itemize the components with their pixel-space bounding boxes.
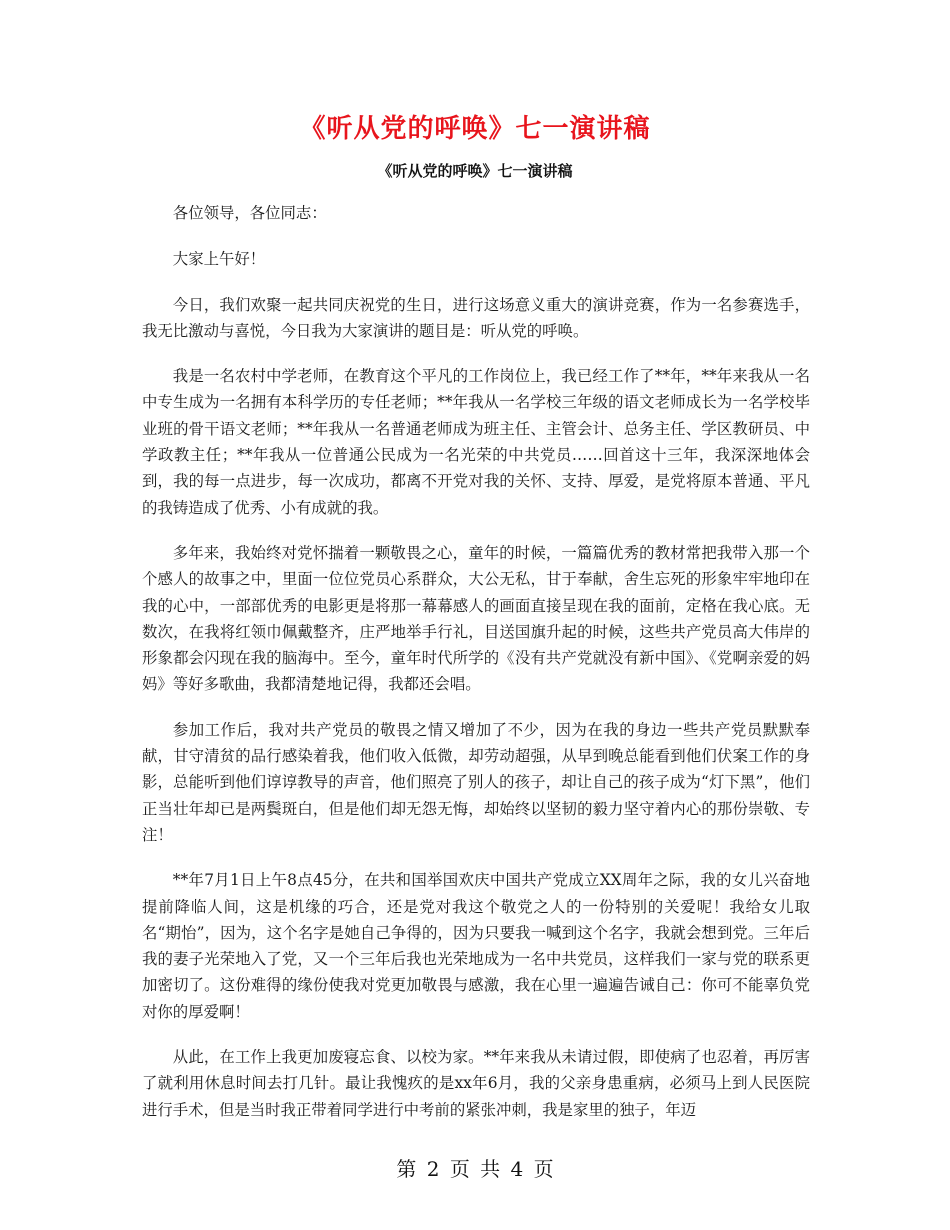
paragraph: 今日，我们欢聚一起共同庆祝党的生日，进行这场意义重大的演讲竞赛，作为一名参赛选手，我无比激动与喜悦，今日我为大家演讲的题目是：听从党的呼唤。: [142, 295, 810, 340]
paragraph: 多年来，我始终对党怀揣着一颗敬畏之心，童年的时候，一篇篇优秀的教材常把我带入那一个个感人的故事之中，里面一位位党员心系群众，大公无私，甘于奉献，舍生忘死的形象牢牢地印在我的心中，一部部优秀的电影更是将那一幕幕感人的画面直接呈现在我的面前，定格在我心底。无数次，在我将红领巾佩戴整齐，庄严地举手行礼，目送国旗升起的时候，这些共产党员高大伟岸的形象都会闪现在我的脑海中。至今，童年时代所学的《没有共产党就没有新中国》、《党啊亲爱的妈妈》等好多歌曲，我都清楚地记得，我都还会唱。: [142, 543, 810, 694]
paragraph: 参加工作后，我对共产党员的敬畏之情又增加了不少，因为在我的身边一些共产党员默默奉献，甘守清贫的品行感染着我，他们收入低微，却劳动超强，从早到晚总能看到他们伏案工作的身影，总能听到他们谆谆教导的声音，他们照亮了别人的孩子，却让自己的孩子成为“灯下黑”，他们正当壮年却已是两鬓斑白，但是他们却无怨无悔，却始终以坚韧的毅力坚守着内心的那份崇敬、专注！: [142, 720, 810, 844]
page-number-footer: 第 2 页 共 4 页: [396, 1157, 554, 1181]
paragraph-salutation: 大家上午好！: [172, 250, 266, 269]
document-subtitle: 《听从党的呼唤》七一演讲稿: [377, 162, 573, 180]
paragraph: 我是一名农村中学老师，在教育这个平凡的工作岗位上，我已经工作了**年，**年来我从一名中专生成为一名拥有本科学历的专任老师；**年我从一名学校三年级的语文老师成长为一名学校毕业班的骨干语文老师；**年我从一名普通老师成为班主任、主管会计、总务主任、学区教研员、中学政教主任；**年我从一位普通公民成为一名光荣的中共党员……回首这十三年，我深深地体会到，我的每一点进步，每一次成功，都离不开党对我的关怀、支持、厚爱，是党将原本普通、平凡的我铸造成了优秀、小有成就的我。: [142, 367, 810, 517]
paragraph: 从此，在工作上我更加废寝忘食、以校为家。**年来我从未请过假，即使病了也忍着，再厉害了就利用休息时间去打几针。最让我愧疚的是xx年6月，我的父亲身患重病，必须马上到人民医院进行手术，但是当时我正带着同学进行中考前的紧张冲刺，我是家里的独子，年迈: [142, 1048, 810, 1119]
document-title: 《听从党的呼唤》七一演讲稿: [299, 114, 651, 144]
paragraph-greeting: 各位领导，各位同志：: [172, 204, 327, 222]
paragraph: **年7月1日上午8点45分，在共和国举国欢庆中国共产党成立XX周年之际，我的女儿兴奋地提前降临人间，这是机缘的巧合，还是党对我这个敬党之人的一份特别的关爱呢！我给女儿取名“期怡”，因为，这个名字是她自己争得的，因为只要我一喊到这个名字，我就会想到党。三年后我的妻子光荣地入了党，又一个三年后我也光荣地成为一名中共党员，这样我们一家与党的联系更加密切了。这份难得的缘份使我对党更加敬畏与感激，我在心里一遍遍告诫自己：你可不能辜负党对你的厚爱啊！: [142, 871, 810, 1021]
document-body: [142, 200, 810, 1142]
